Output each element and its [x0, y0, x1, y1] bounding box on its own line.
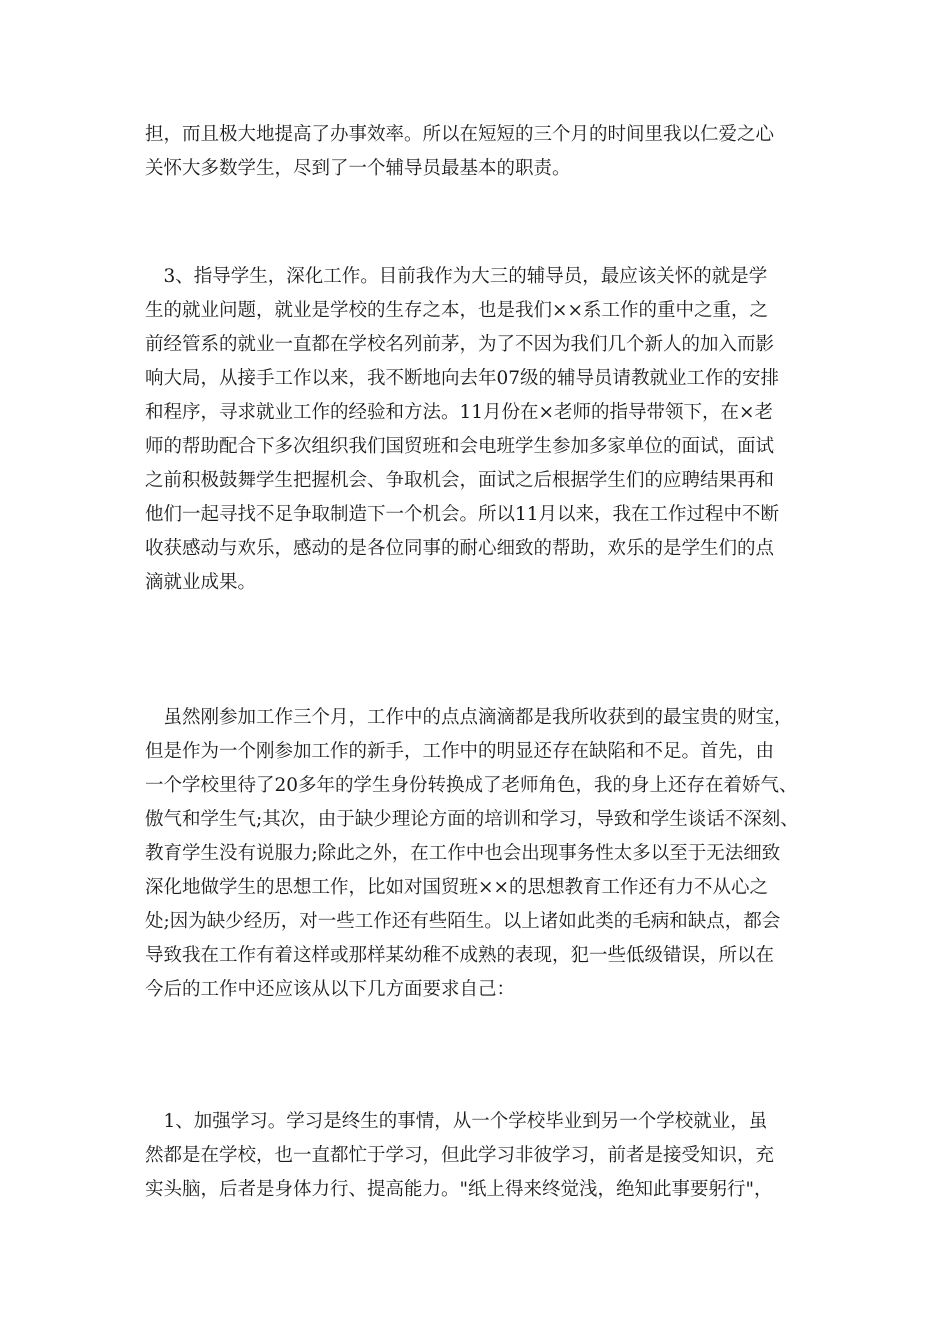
- paragraph-2: [145, 260, 810, 600]
- text-line: 滴就业成果。: [145, 572, 257, 593]
- text-line: 今后的工作中还应该从以下几方面要求自己：: [145, 979, 516, 1000]
- text-line: 师的帮助配合下多次组织我们国贸班和会电班学生参加多家单位的面试，面试: [145, 436, 775, 457]
- paragraph-3: [145, 701, 810, 1007]
- text-line: 3、指导学生，深化工作。目前我作为大三的辅导员，最应该关怀的就是学: [145, 266, 768, 287]
- text-line: 收获感动与欢乐，感动的是各位同事的耐心细致的帮助，欢乐的是学生们的点: [145, 538, 775, 559]
- text-line: 深化地做学生的思想工作，比如对国贸班××的思想教育工作还有力不从心之: [145, 877, 769, 898]
- paragraph-1: [145, 118, 810, 186]
- text-line: 他们一起寻找不足争取制造下一个机会。所以11月以来，我在工作过程中不断: [145, 504, 780, 525]
- text-line: 担，而且极大地提高了办事效率。所以在短短的三个月的时间里我以仁爱之心: [145, 124, 775, 145]
- text-line: 虽然刚参加工作三个月，工作中的点点滴滴都是我所收获到的最宝贵的财宝，: [145, 707, 793, 728]
- text-line: 实头脑，后者是身体力行、提高能力。"纸上得来终觉浅，绝知此事要躬行"，: [145, 1179, 773, 1200]
- text-line: 导致我在工作有着这样或那样某幼稚不成熟的表现，犯一些低级错误，所以在: [145, 945, 775, 966]
- text-line: 前经管系的就业一直都在学校名列前茅，为了不因为我们几个新人的加入而影: [145, 334, 775, 355]
- text-line: 但是作为一个刚参加工作的新手，工作中的明显还存在缺陷和不足。首先，由: [145, 741, 775, 762]
- text-line: 傲气和学生气;其次，由于缺少理论方面的培训和学习，导致和学生谈话不深刻、: [145, 809, 799, 830]
- text-line: 响大局，从接手工作以来，我不断地向去年07级的辅导员请教就业工作的安排: [145, 368, 780, 389]
- text-line: 和程序，寻求就业工作的经验和方法。11月份在×老师的指导带领下，在×老: [145, 402, 774, 423]
- text-line: 生的就业问题，就业是学校的生存之本，也是我们××系工作的重中之重，之: [145, 300, 769, 321]
- text-line: 处;因为缺少经历，对一些工作还有些陌生。以上诸如此类的毛病和缺点，都会: [145, 911, 781, 932]
- text-line: 之前积极鼓舞学生把握机会、争取机会，面试之后根据学生们的应聘结果再和: [145, 470, 775, 491]
- text-line: 关怀大多数学生，尽到了一个辅导员最基本的职责。: [145, 158, 571, 179]
- text-line: 1、加强学习。学习是终生的事情，从一个学校毕业到另一个学校就业，虽: [145, 1111, 768, 1132]
- text-line: 教育学生没有说服力;除此之外，在工作中也会出现事务性太多以至于无法细致: [145, 843, 781, 864]
- text-line: 然都是在学校，也一直都忙于学习，但此学习非彼学习，前者是接受知识，充: [145, 1145, 775, 1166]
- paragraph-4: [145, 1105, 810, 1207]
- text-line: 一个学校里待了20多年的学生身份转换成了老师角色，我的身上还存在着娇气、: [145, 775, 798, 796]
